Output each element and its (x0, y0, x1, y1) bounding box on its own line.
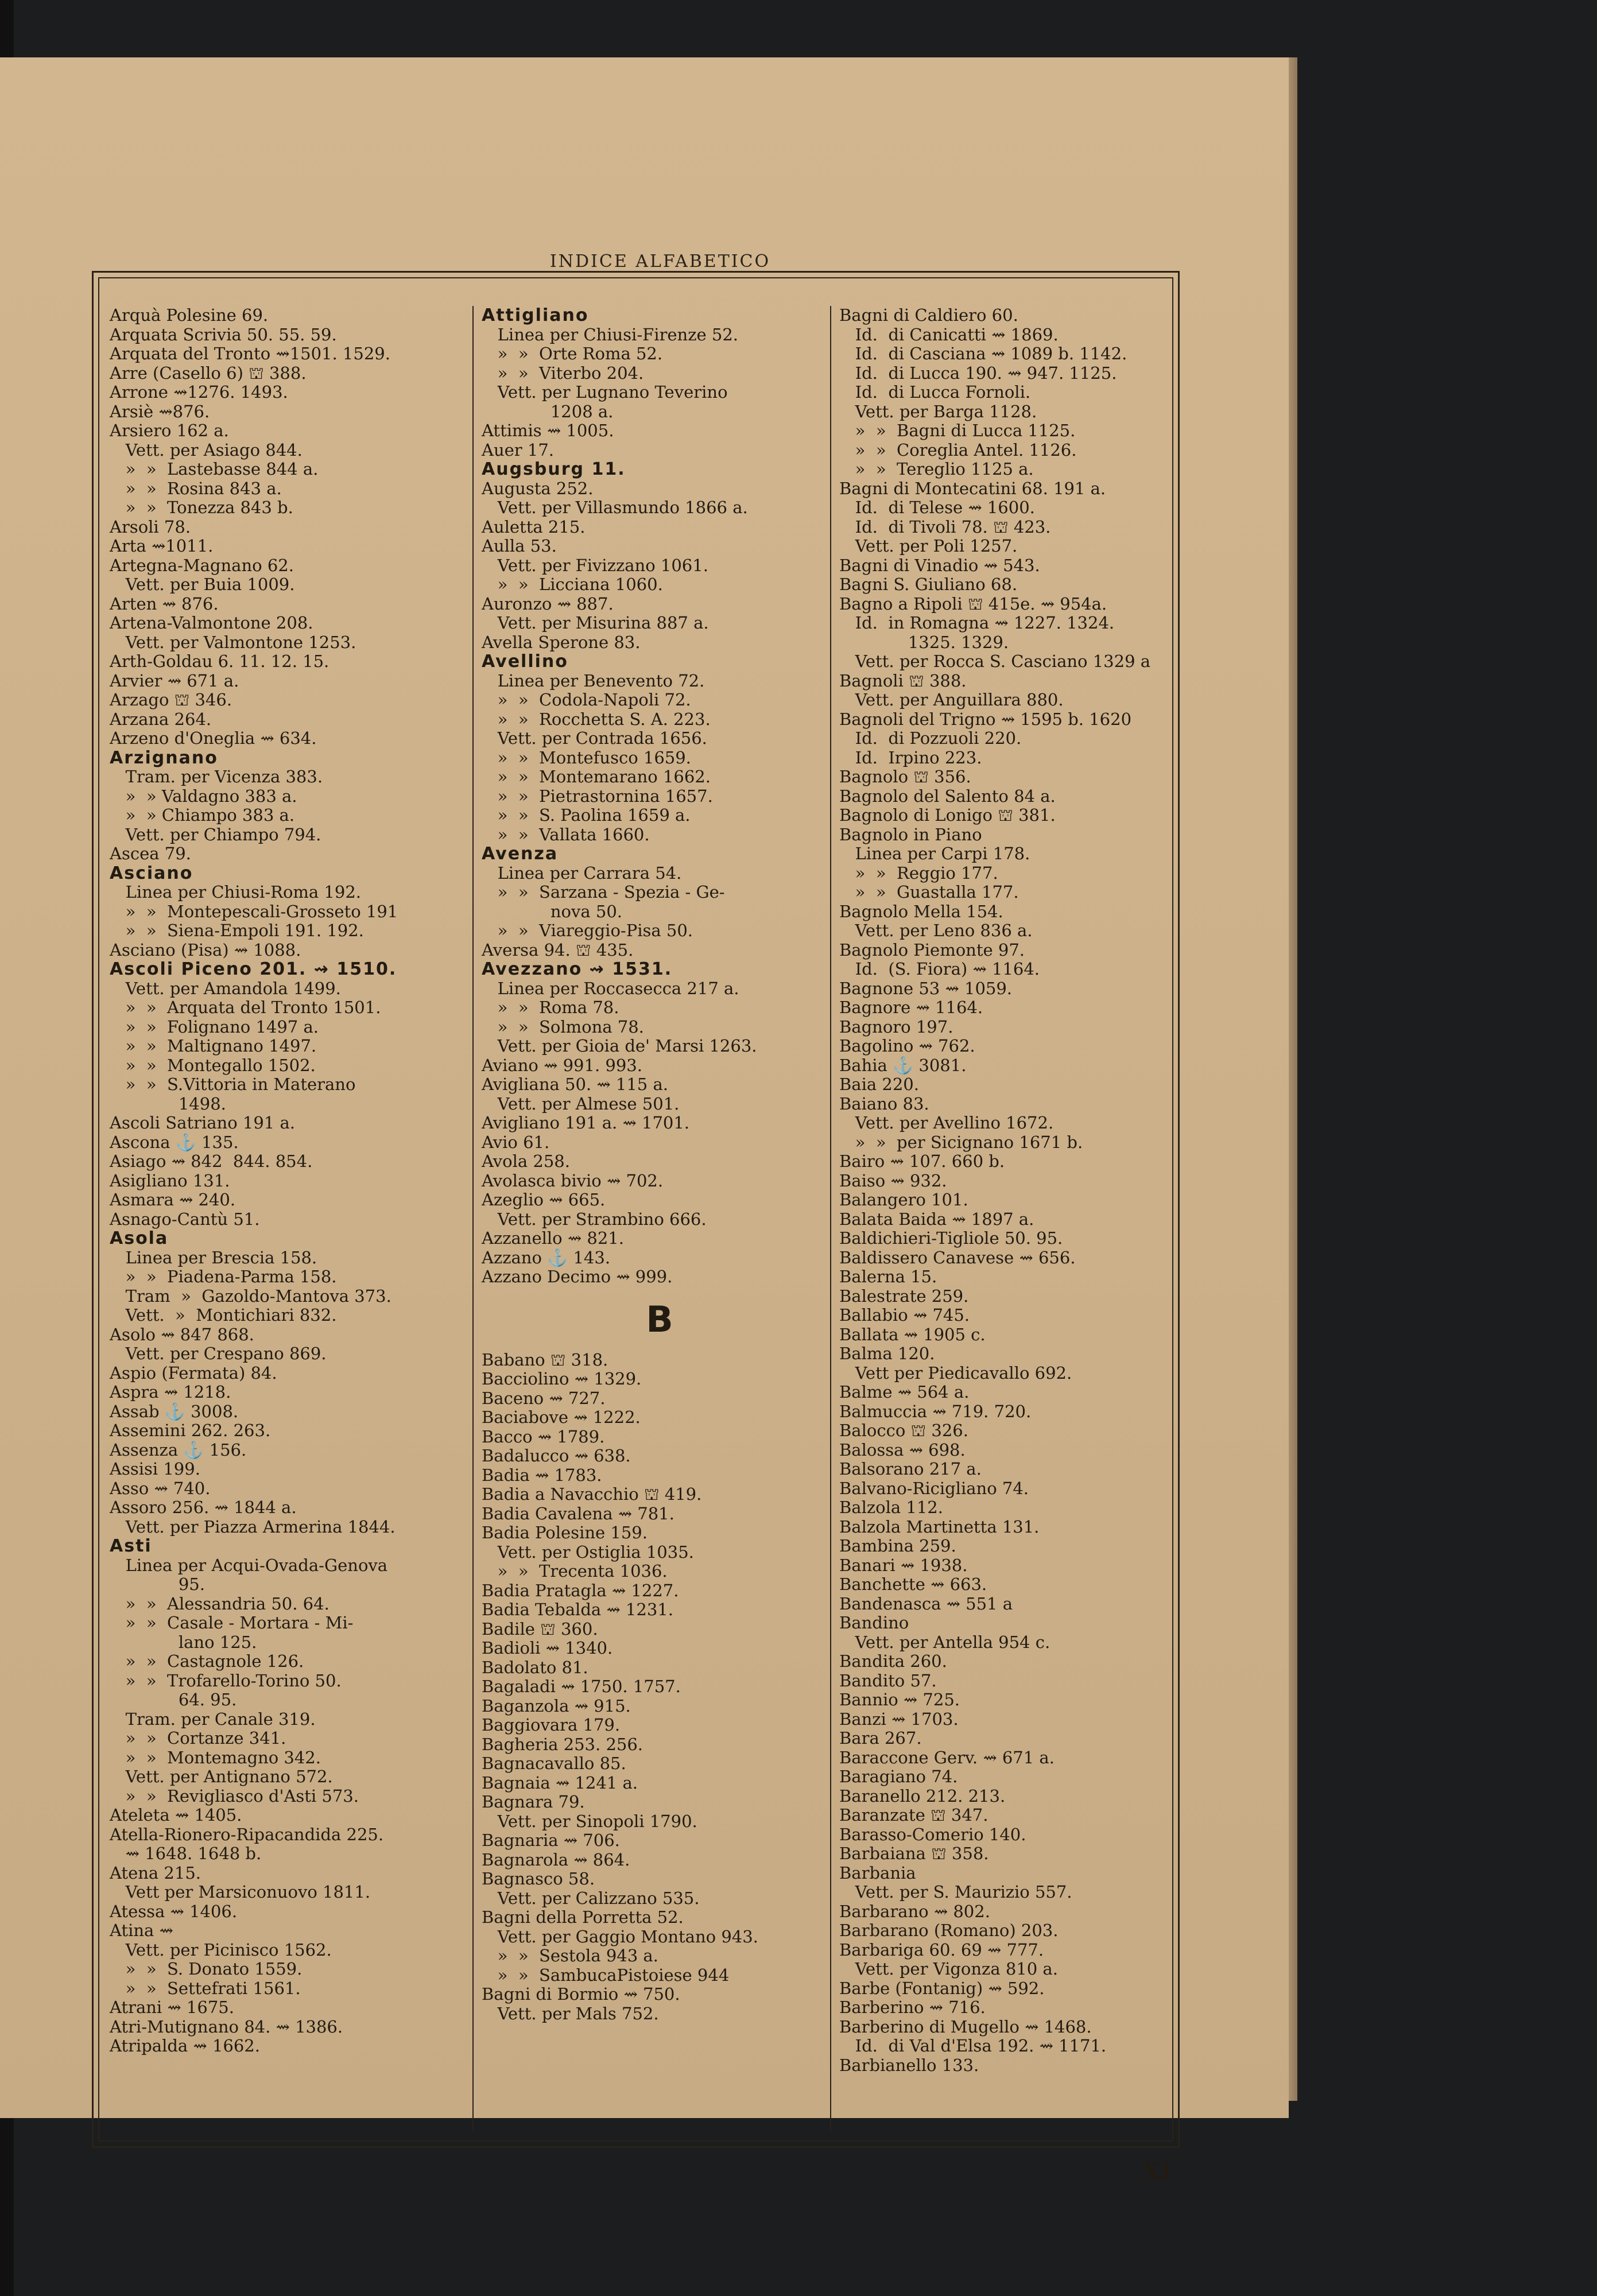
index-entry: Badioli ⇝ 1340. (482, 1638, 613, 1658)
index-entry: Vett. per Ostiglia 1035. (482, 1542, 694, 1562)
index-entry: Ateleta ⇝ 1405. (110, 1805, 242, 1825)
index-entry: Ascona ⚓ 135. (110, 1132, 239, 1152)
index-entry: Vett. per Gioia de' Marsi 1263. (482, 1036, 757, 1056)
index-entry: Id. di Casciana ⇝ 1089 b. 1142. (839, 344, 1127, 363)
index-entry: Baraccone Gerv. ⇝ 671 a. (839, 1747, 1055, 1767)
index-entry: Asigliano 131. (110, 1170, 230, 1190)
index-entry: Barberino ⇝ 716. (839, 1998, 986, 2017)
index-entry: Bairo ⇝ 107. 660 b. (839, 1151, 1005, 1171)
index-entry: Baciabove ⇝ 1222. (482, 1407, 641, 1427)
index-entry: Baldissero Canavese ⇝ 656. (839, 1247, 1076, 1267)
index-column-3 (830, 306, 1184, 2131)
index-entry: » » Vallata 1660. (482, 824, 650, 844)
index-entry: Bandita 260. (839, 1651, 947, 1671)
index-entry: Badia a Navacchio ⛫ 419. (482, 1484, 702, 1504)
index-entry: Barberino di Mugello ⇝ 1468. (839, 2016, 1092, 2037)
index-entry: Assenza ⚓ 156. (110, 1440, 247, 1460)
index-entry: Id. di Canicatti ⇝ 1869. (839, 324, 1059, 344)
index-entry: Arzago ⛫ 346. (110, 690, 232, 709)
index-entry: Vett. per Fivizzano 1061. (482, 555, 708, 575)
index-entry: Vett. per Crespano 869. (110, 1344, 327, 1363)
index-entry: Bagnacavallo 85. (482, 1754, 626, 1773)
index-entry: » » Roma 78. (482, 998, 619, 1017)
index-entry: Aversa 94. ⛫ 435. (482, 940, 634, 960)
index-entry: Baia 220. (839, 1075, 919, 1094)
index-entry: Baranello 212. 213. (839, 1786, 1006, 1806)
index-entry: » » Codola-Napoli 72. (482, 690, 691, 709)
index-entry: Atessa ⇝ 1406. (110, 1901, 238, 1921)
running-head: INDICE ALFABETICO (549, 251, 771, 272)
index-entry: Bagno a Ripoli ⛫ 415e. ⇝ 954a. (839, 594, 1107, 614)
index-entry: Barbariga 60. 69 ⇝ 777. (839, 1940, 1044, 1960)
index-entry: Ascoli Satriano 191 a. (110, 1113, 295, 1133)
index-entry: » » Reggio 177. (839, 863, 998, 883)
index-entry: Bagnolo di Lonigo ⛫ 381. (839, 805, 1056, 825)
index-entry: Badolato 81. (482, 1657, 588, 1677)
index-entry: Arten ⇝ 876. (110, 594, 219, 614)
index-entry: Arth-Goldau 6. 11. 12. 15. (110, 651, 330, 671)
index-entry: Bagnolo in Piano (839, 824, 982, 844)
index-entry: 1208 a. (482, 401, 614, 421)
index-entry: Balzola 112. (839, 1498, 943, 1517)
index-entry: Vett. per S. Maurizio 557. (839, 1882, 1072, 1902)
index-entry: Aviano ⇝ 991. 993. (482, 1055, 642, 1075)
index-entry: Balerna 15. (839, 1267, 937, 1286)
index-column-2 (472, 306, 838, 2131)
index-entry: » » Settefrati 1561. (110, 1978, 301, 1998)
index-entry: Barbania (839, 1863, 916, 1883)
index-entry: Badile ⛫ 360. (482, 1619, 598, 1639)
index-entry: Asnago-Cantù 51. (110, 1209, 260, 1229)
index-entry: » » Piadena-Parma 158. (110, 1267, 337, 1286)
index-entry: Asiago ⇝ 842 844. 854. (110, 1151, 313, 1171)
index-entry: Bagnasco 58. (482, 1869, 595, 1888)
index-entry: Arzeno d'Oneglia ⇝ 634. (110, 728, 317, 748)
index-entry: » » S. Donato 1559. (110, 1959, 303, 1979)
index-entry: Auletta 215. (482, 517, 586, 537)
index-entry: Badia Pratagla ⇝ 1227. (482, 1580, 679, 1600)
index-entry: Arzana 264. (110, 709, 212, 729)
index-entry: » » Rosina 843 a. (110, 478, 282, 498)
index-entry: Vett. per Piazza Armerina 1844. (110, 1517, 396, 1537)
index-entry: Vett. » Montichiari 832. (110, 1305, 337, 1325)
index-entry: » » Valdagno 383 a. (110, 786, 297, 806)
index-entry: Banari ⇝ 1938. (839, 1555, 968, 1575)
index-entry: » » Viareggio-Pisa 50. (482, 921, 693, 940)
index-entry: Asciano (Pisa) ⇝ 1088. (110, 940, 301, 960)
index-entry: 64. 95. (110, 1690, 237, 1709)
index-entry: Vett. per Chiampo 794. (110, 824, 321, 844)
index-entry: Vett. per Misurina 887 a. (482, 613, 709, 633)
index-entry: Id. di Val d'Elsa 192. ⇝ 1171. (839, 2036, 1107, 2055)
index-entry: » » Chiampo 383 a. (110, 805, 295, 825)
index-entry: Balossa ⇝ 698. (839, 1440, 966, 1460)
index-entry: Bagheria 253. 256. (482, 1734, 644, 1754)
index-entry: Balma 120. (839, 1344, 935, 1363)
index-entry: Bacco ⇝ 1789. (482, 1426, 605, 1446)
index-entry: Atena 215. (110, 1863, 201, 1883)
index-entry: » » Tereglio 1125 a. (839, 459, 1034, 479)
index-entry: Vett. per Lugnano Teverino (482, 382, 728, 402)
index-entry: ⇝ 1648. 1648 b. (110, 1844, 262, 1863)
index-entry: Arrone ⇝1276. 1493. (110, 382, 288, 402)
index-entry: » » per Sicignano 1671 b. (839, 1132, 1083, 1152)
index-entry: » » S. Paolina 1659 a. (482, 805, 691, 825)
index-entry: Id. Irpino 223. (839, 747, 982, 767)
index-entry: » » Revigliasco d'Asti 573. (110, 1786, 359, 1806)
index-entry: Bandito 57. (839, 1670, 937, 1690)
index-entry: Id. in Romagna ⇝ 1227. 1324. (839, 613, 1115, 633)
index-entry: Bagnone 53 ⇝ 1059. (839, 978, 1013, 998)
index-entry: Assisi 199. (110, 1459, 200, 1479)
index-entry: Balata Baida ⇝ 1897 a. (839, 1209, 1034, 1229)
index-entry: Azeglio ⇝ 665. (482, 1190, 606, 1209)
index-entry: Vett. per Antella 954 c. (839, 1632, 1051, 1652)
index-entry: » » Sarzana - Spezia - Ge- (482, 882, 725, 902)
index-entry: » » Coreglia Antel. 1126. (839, 440, 1077, 460)
index-entry: Id. di Tivoli 78. ⛫ 423. (839, 517, 1051, 537)
index-entry: Atina ⇝ (110, 1921, 173, 1940)
index-entry: Bagnaia ⇝ 1241 a. (482, 1773, 638, 1793)
index-entry: » » Sestola 943 a. (482, 1946, 658, 1965)
index-entry: Avezzano ⇝ 1531. (482, 959, 673, 979)
index-column-1 (110, 306, 466, 2131)
index-entry: Bagaladi ⇝ 1750. 1757. (482, 1677, 681, 1696)
index-entry: Badia Polesine 159. (482, 1523, 648, 1542)
index-entry: Vett. per Buia 1009. (110, 575, 295, 594)
index-entry: Barbarano ⇝ 802. (839, 1901, 990, 1921)
index-entry: » » Bagni di Lucca 1125. (839, 421, 1076, 440)
index-entry: Bandenasca ⇝ 551 a (839, 1593, 1013, 1614)
index-entry: Vett. per Gaggio Montano 943. (482, 1926, 758, 1946)
index-entry: Arsiero 162 a. (110, 421, 229, 440)
index-entry: Linea per Carpi 178. (839, 844, 1030, 863)
index-entry: Balvano-Ricigliano 74. (839, 1478, 1029, 1498)
index-entry: Bambina 259. (839, 1536, 956, 1556)
index-entry: Atripalda ⇝ 1662. (110, 2036, 260, 2055)
index-entry: Bacciolino ⇝ 1329. (482, 1369, 642, 1389)
index-entry: » » Montepescali-Grosseto 191 (110, 901, 398, 921)
index-entry: » » Alessandria 50. 64. (110, 1593, 330, 1614)
index-entry: Barbarano (Romano) 203. (839, 1921, 1059, 1940)
index-entry: Avigliano 191 a. ⇝ 1701. (482, 1113, 690, 1133)
index-entry: Attimis ⇝ 1005. (482, 421, 614, 440)
index-entry: Bagnaria ⇝ 706. (482, 1830, 620, 1850)
index-entry: Arvier ⇝ 671 a. (110, 670, 239, 691)
index-entry: » » Trofarello-Torino 50. (110, 1670, 342, 1690)
index-entry: Baldichieri-Tigliole 50. 95. (839, 1228, 1063, 1248)
index-entry: Vett. per Calizzano 535. (482, 1888, 700, 1908)
index-entry: Assab ⚓ 3008. (110, 1401, 239, 1421)
index-entry: » » S.Vittoria in Materano (110, 1075, 356, 1094)
index-entry: Baganzola ⇝ 915. (482, 1696, 631, 1716)
index-entry: Barbaiana ⛫ 358. (839, 1844, 989, 1863)
index-entry: Badia Cavalena ⇝ 781. (482, 1503, 675, 1523)
index-entry: Bagnore ⇝ 1164. (839, 998, 983, 1017)
index-entry: Vett. per Contrada 1656. (482, 728, 707, 748)
index-entry: Aspio (Fermata) 84. (110, 1363, 277, 1383)
index-entry: Asciano (110, 863, 193, 883)
index-entry: Linea per Chiusi-Firenze 52. (482, 324, 738, 344)
index-entry: Asti (110, 1536, 152, 1556)
index-entry: Ascea 79. (110, 844, 191, 863)
index-entry: Attigliano (482, 305, 589, 325)
index-entry: Balmuccia ⇝ 719. 720. (839, 1401, 1032, 1421)
index-entry: Bagnolo Mella 154. (839, 901, 1003, 921)
index-entry: Vett. per Asiago 844. (110, 440, 303, 460)
index-entry: 1325. 1329. (839, 632, 1009, 652)
index-entry: Augsburg 11. (482, 459, 626, 479)
index-entry: Arquata del Tronto ⇝1501. 1529. (110, 344, 390, 363)
index-entry: Tram. per Vicenza 383. (110, 767, 323, 786)
index-entry: » » Solmona 78. (482, 1017, 644, 1037)
index-entry: Avio 61. (482, 1132, 550, 1152)
index-entry: Banzi ⇝ 1703. (839, 1709, 959, 1729)
index-entry: Vett. per Valmontone 1253. (110, 632, 356, 652)
index-entry: Balzola Martinetta 131. (839, 1517, 1040, 1537)
index-entry: nova 50. (482, 901, 622, 921)
index-entry: Vett. per Strambino 666. (482, 1209, 707, 1229)
index-entry: Asmara ⇝ 240. (110, 1190, 236, 1209)
index-entry: Id. di Lucca Fornoli. (839, 382, 1031, 402)
index-entry: Badia Tebalda ⇝ 1231. (482, 1600, 673, 1619)
index-entry: Linea per Benevento 72. (482, 670, 705, 691)
index-entry: Vett. per Poli 1257. (839, 536, 1018, 556)
index-entry: Bagnara 79. (482, 1792, 585, 1812)
index-entry: Balestrate 259. (839, 1286, 969, 1306)
index-entry: » » Arquata del Tronto 1501. (110, 998, 381, 1017)
index-entry: » » Guastalla 177. (839, 882, 1019, 902)
index-entry: » » Montefusco 1659. (482, 747, 691, 767)
index-entry: Bagnarola ⇝ 864. (482, 1849, 630, 1870)
index-entry: Aspra ⇝ 1218. (110, 1382, 231, 1402)
index-entry: Avolasca bivio ⇝ 702. (482, 1170, 664, 1190)
index-entry: Arzignano (110, 747, 218, 768)
index-entry: » » Orte Roma 52. (482, 344, 663, 363)
index-entry: Bagnoli del Trigno ⇝ 1595 b. 1620 (839, 709, 1132, 729)
index-entry: Baranzate ⛫ 347. (839, 1805, 989, 1825)
index-entry: » » Viterbo 204. (482, 363, 644, 383)
index-entry: Bagni S. Giuliano 68. (839, 575, 1018, 594)
index-entry: Vett. per Sinopoli 1790. (482, 1811, 697, 1831)
index-entry: Bagni della Porretta 52. (482, 1907, 684, 1927)
index-entry: Artegna-Magnano 62. (110, 555, 294, 575)
index-entry: Ascoli Piceno 201. ⇝ 1510. (110, 959, 397, 979)
index-entry: Atrani ⇝ 1675. (110, 1998, 234, 2017)
index-entry: Baragiano 74. (839, 1767, 958, 1786)
index-entry: » » Castagnole 126. (110, 1651, 304, 1671)
index-entry: Vett. per Almese 501. (482, 1093, 680, 1114)
index-entry: Arquà Polesine 69. (110, 305, 269, 325)
index-entry: Vett. per Antignano 572. (110, 1767, 333, 1786)
index-entry: Vett. per Villasmundo 1866 a. (482, 498, 748, 517)
index-entry: Azzanello ⇝ 821. (482, 1228, 624, 1248)
index-entry: Avellino (482, 651, 568, 672)
index-entry: Baiano 83. (839, 1093, 929, 1114)
index-entry: Aulla 53. (482, 536, 557, 556)
book-page (0, 57, 1289, 2185)
index-entry: Azzano ⚓ 143. (482, 1247, 611, 1267)
index-entry: Vett. per Rocca S. Casciano 1329 a (839, 651, 1151, 671)
index-entry: Avella Sperone 83. (482, 632, 641, 652)
index-entry: Bagni di Caldiero 60. (839, 305, 1018, 325)
section-letter: B (646, 1298, 673, 1340)
index-entry: Bahia ⚓ 3081. (839, 1055, 967, 1075)
index-entry: lano 125. (110, 1632, 257, 1652)
index-entry: Avenza (482, 844, 559, 864)
index-entry: Vett. per Barga 1128. (839, 401, 1037, 421)
index-entry: » » Pietrastornina 1657. (482, 786, 713, 806)
index-entry: Bagnolo Piemonte 97. (839, 940, 1025, 960)
index-entry: Arquata Scrivia 50. 55. 59. (110, 324, 337, 344)
index-entry: Vett. per Mals 752. (482, 2003, 659, 2023)
index-entry: Avigliana 50. ⇝ 115 a. (482, 1075, 668, 1094)
index-entry: Vett. per Avellino 1672. (839, 1113, 1054, 1133)
index-entry: » » Montemarano 1662. (482, 767, 711, 786)
index-entry: Vett per Piedicavallo 692. (839, 1363, 1072, 1383)
index-entry: Linea per Acqui-Ovada-Genova (110, 1555, 388, 1575)
index-entry: Bagni di Montecatini 68. 191 a. (839, 478, 1106, 498)
index-entry: Bagni di Bormio ⇝ 750. (482, 1984, 680, 2004)
index-entry: » » Licciana 1060. (482, 575, 663, 594)
index-entry: Vett per Marsiconuovo 1811. (110, 1882, 371, 1902)
index-entry: Bara 267. (839, 1728, 922, 1748)
index-entry: Assemini 262. 263. (110, 1421, 271, 1440)
index-entry: Tram. per Canale 319. (110, 1709, 316, 1729)
index-entry: Banchette ⇝ 663. (839, 1574, 987, 1594)
index-entry: Vett. per Amandola 1499. (110, 978, 341, 998)
index-entry: Bagnoli ⛫ 388. (839, 670, 967, 691)
index-entry: Azzano Decimo ⇝ 999. (482, 1267, 673, 1286)
index-frame (92, 271, 1180, 2148)
page-number: XI (1142, 2158, 1171, 2185)
index-entry: Id. (S. Fiora) ⇝ 1164. (839, 959, 1040, 979)
index-entry: Avola 258. (482, 1151, 570, 1171)
index-entry: Arta ⇝1011. (110, 536, 214, 556)
index-entry: » » Folignano 1497 a. (110, 1017, 319, 1037)
index-entry: Balangero 101. (839, 1190, 968, 1209)
index-entry: Badalucco ⇝ 638. (482, 1446, 631, 1465)
index-entry: 95. (110, 1574, 205, 1594)
index-entry: Balocco ⛫ 326. (839, 1421, 968, 1440)
index-entry: Bagni di Vinadio ⇝ 543. (839, 555, 1040, 575)
index-entry: » » SambucaPistoiese 944 (482, 1965, 730, 1985)
index-entry: Vett. per Anguillara 880. (839, 690, 1064, 709)
index-entry: Linea per Chiusi-Roma 192. (110, 882, 361, 902)
index-entry: Asso ⇝ 740. (110, 1478, 211, 1498)
index-entry: Id. di Telese ⇝ 1600. (839, 498, 1035, 517)
index-entry: Vett. per Vigonza 810 a. (839, 1959, 1058, 1979)
index-entry: Bagnoro 197. (839, 1017, 953, 1037)
index-entry: Arsoli 78. (110, 517, 191, 537)
index-entry: Vett. per Leno 836 a. (839, 921, 1033, 940)
index-entry: Tram » Gazoldo-Mantova 373. (110, 1286, 392, 1306)
index-entry: Linea per Carrara 54. (482, 863, 682, 883)
index-entry: » » Montemagno 342. (110, 1747, 321, 1767)
index-entry: Barasso-Comerio 140. (839, 1824, 1026, 1844)
index-entry: Bandino (839, 1613, 909, 1632)
index-entry: » » Trecenta 1036. (482, 1561, 668, 1581)
index-entry: Barbe (Fontanig) ⇝ 592. (839, 1978, 1045, 1998)
index-entry: Atri-Mutignano 84. ⇝ 1386. (110, 2016, 343, 2037)
index-entry: Linea per Roccasecca 217 a. (482, 978, 739, 998)
index-entry: Id. di Pozzuoli 220. (839, 728, 1022, 748)
index-entry: » » Maltignano 1497. (110, 1036, 317, 1056)
index-entry: Asola (110, 1228, 169, 1248)
index-entry: » » Siena-Empoli 191. 192. (110, 921, 364, 940)
index-entry: Ballabio ⇝ 745. (839, 1305, 970, 1325)
index-entry: Assoro 256. ⇝ 1844 a. (110, 1498, 297, 1517)
index-entry: Auer 17. (482, 440, 554, 460)
index-entry: Atella-Rionero-Ripacandida 225. (110, 1824, 384, 1844)
index-entry: Arsiè ⇝876. (110, 401, 210, 421)
index-entry: Bagolino ⇝ 762. (839, 1036, 975, 1056)
index-entry: Augusta 252. (482, 478, 594, 498)
index-entry: Arre (Casello 6) ⛫ 388. (110, 363, 307, 383)
index-entry: 1498. (110, 1093, 226, 1114)
index-entry: » » Rocchetta S. A. 223. (482, 709, 711, 729)
index-entry: Babano ⛫ 318. (482, 1349, 608, 1370)
index-entry: Bagnolo ⛫ 356. (839, 767, 971, 786)
index-entry: Baceno ⇝ 727. (482, 1388, 606, 1408)
index-entry: Asolo ⇝ 847 868. (110, 1324, 254, 1344)
index-entry: Linea per Brescia 158. (110, 1247, 317, 1267)
index-entry: Id. di Lucca 190. ⇝ 947. 1125. (839, 363, 1117, 383)
index-entry: » » Casale - Mortara - Mi- (110, 1613, 354, 1632)
index-entry: Bagnolo del Salento 84 a. (839, 786, 1056, 806)
index-entry: Artena-Valmontone 208. (110, 613, 313, 633)
index-entry: Baiso ⇝ 932. (839, 1170, 947, 1190)
index-entry: Baggiovara 179. (482, 1715, 621, 1735)
index-entry: Vett. per Picinisco 1562. (110, 1940, 332, 1960)
index-entry: Auronzo ⇝ 887. (482, 594, 614, 614)
index-entry: » » Montegallo 1502. (110, 1055, 316, 1075)
index-entry: Badia ⇝ 1783. (482, 1465, 602, 1485)
index-entry: » » Lastebasse 844 a. (110, 459, 319, 479)
index-entry: Bannio ⇝ 725. (839, 1690, 960, 1709)
index-entry: Balsorano 217 a. (839, 1459, 982, 1479)
index-entry: Balme ⇝ 564 a. (839, 1382, 970, 1402)
index-entry: » » Tonezza 843 b. (110, 498, 293, 517)
index-entry: » » Cortanze 341. (110, 1728, 286, 1748)
index-entry: Ballata ⇝ 1905 c. (839, 1324, 986, 1344)
index-entry: Barbianello 133. (839, 2055, 979, 2075)
